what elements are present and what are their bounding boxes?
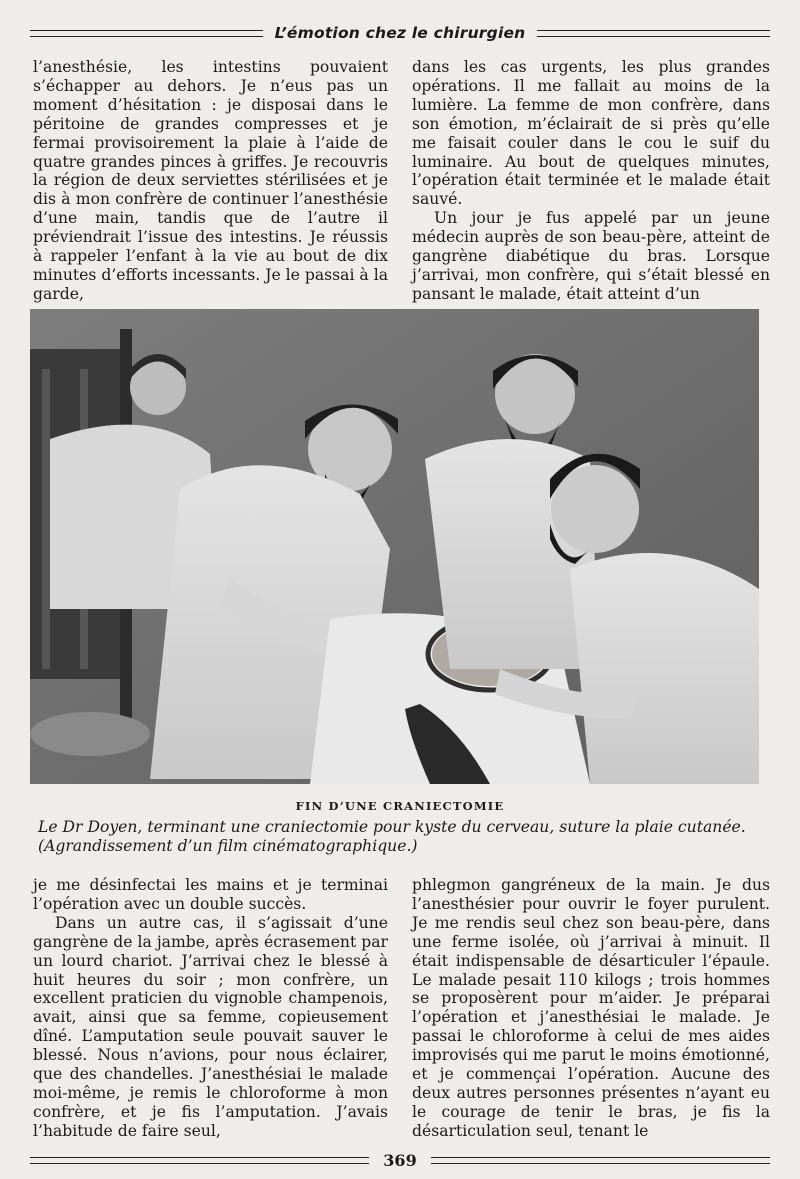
text-column-top-right [412,58,770,304]
text-column-bottom-right [412,876,770,1141]
figure-caption-text: Le Dr Doyen, terminant une craniectomie pour kyste du cerveau, suture la plaie cutanée. (Agrandissement d’un film cinématographique.) [38,818,746,855]
footer-rule-left [30,1157,369,1164]
header-rule-right [537,30,770,37]
running-title: L’émotion chez le chirurgien [274,24,526,42]
photograph-illustration [30,309,759,784]
figure-caption-title: FIN D’UNE CRANIECTOMIE [295,799,505,813]
paragraph: dans les cas urgents, les plus grandes opérations. Il me fallait au moins de la lumière. La femme de mon confrère, dans son émotion, m’éclairait de si près qu’elle me faisait couler dans le cou le suif du luminaire. Au bout de quelques minutes, l’opération était terminée et le malade était sauvé. [412,58,770,209]
text-column-bottom-left [33,876,388,1141]
paragraph: l’anesthésie, les intestins pouvaient s’échapper au dehors. Je n’eus pas un moment d’hésitation : je disposai dans le péritoine de grandes compresses et je fermai provisoirement la plaie à l’aide de quatre grandes pinces à griffes. Je recouvris la région de deux serviettes stérilisées et je dis à mon confrère de continuer l’anesthésie d’une main, tandis que de l’autre il préviendrait l’issue des intestins. Je réussis à rappeler l’enfant à la vie au bout de dix minutes d’efforts incessants. Je le passai à la garde, [33,58,388,303]
paragraph: Dans un autre cas, il s’agissait d’une gangrène de la jambe, après écrasement par un lourd chariot. J’arrivai chez le blessé à huit heures du soir ; mon confrère, un excellent praticien du vignoble champenois, avait, ainsi que sa femme, copieusement dîné. L’amputation seule pouvait sauver le blessé. Nous n’avions, pour nous éclairer, que des chandelles. J’anesthésiai le malade moi-même, je remis le chloroforme à mon confrère, et je fis l’amputation. J’avais l’habitude de faire seul, [33,913,388,1140]
surgery-photograph [30,309,759,784]
page-number: 369 [383,1150,417,1170]
paragraph: Un jour je fus appelé par un jeune médecin auprès de son beau-père, atteint de gangrène diabétique du bras. Lorsque j’arrivai, mon confrère, qui s’était blessé en pansant le malade, était atteint d’un [412,209,770,303]
footer-rule-right [431,1157,770,1164]
page-footer [30,1149,770,1171]
running-header [30,22,770,44]
paragraph: je me désinfectai les mains et je terminai l’opération avec un double succès. [33,876,388,913]
header-rule-left [30,30,263,37]
paragraph: phlegmon gangréneux de la main. Je dus l’anesthésier pour ouvrir le foyer purulent. Je me rendis seul chez son beau-père, dans une ferme isolée, où j’arrivai à minuit. Il était indispensable de désarticuler l’épaule. Le malade pesait 110 kilogs ; trois hommes se proposèrent pour m’aider. Je préparai l’opération et j’anesthésiai le malade. Je passai le chloroforme à celui de mes aides improvisés qui me parut le moins émotionné, et je commençai l’opération. Aucune des deux autres personnes présentes n’ayant eu le courage de tenir le bras, je fis la désarticulation seul, tenant le [412,876,770,1140]
text-column-top-left [33,58,388,304]
